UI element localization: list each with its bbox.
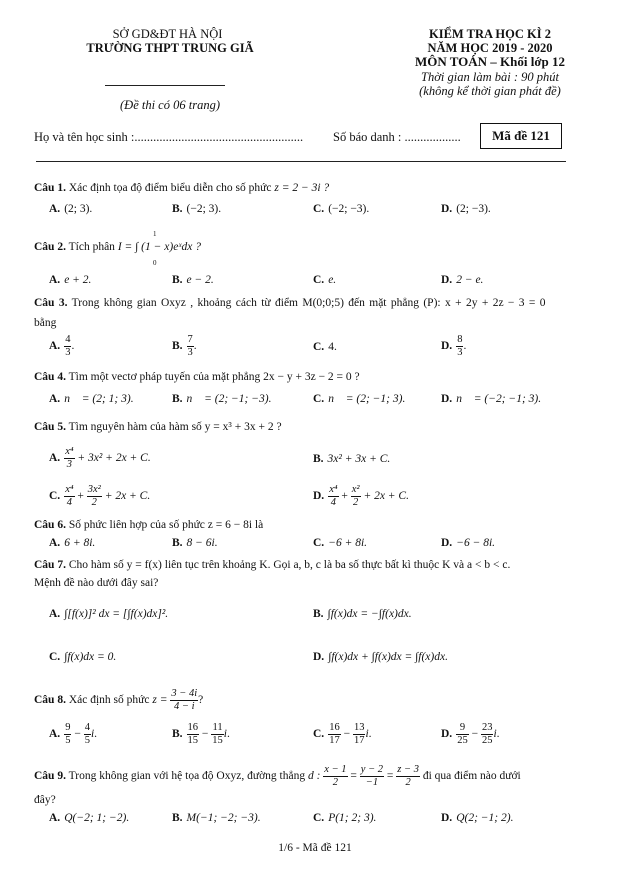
q8-option-b[interactable]: B. $\frac{16}{15}$ − $\frac{11}{15}$ i. bbox=[172, 722, 230, 746]
q6-option-c[interactable]: C. −6 + 8i. bbox=[313, 537, 368, 549]
student-id-label: Số báo danh : .................. bbox=[333, 130, 461, 144]
question-4 bbox=[34, 370, 360, 384]
q5-option-b[interactable]: B. 3x² + 3x + C. bbox=[313, 453, 391, 465]
question-text: Trong không gian Oxyz , khoảng cách từ điểm M(0;0;5) đến mặt phẳng (P): x + 2y + 2z − 3 = 0 bbox=[71, 297, 546, 309]
question-text-cont: Mệnh đề nào dưới đây sai? bbox=[34, 577, 159, 589]
q7-option-c[interactable]: C. ∫f(x)dx = 0. bbox=[49, 651, 117, 663]
q4-option-a[interactable]: A. n⃗ = (2; 1; 3). bbox=[49, 393, 134, 405]
question-text: Xác định tọa độ điểm biểu diễn cho số phức bbox=[68, 182, 272, 194]
question-label: Câu 4. bbox=[34, 371, 66, 383]
question-label: Câu 7. bbox=[34, 559, 66, 571]
q4-option-d[interactable]: D. n⃗ = (−2; −1; 3). bbox=[441, 393, 542, 405]
q2-option-a[interactable]: A. e + 2. bbox=[49, 274, 92, 286]
question-7 bbox=[34, 558, 510, 572]
q1-option-b[interactable]: B. (−2; 3). bbox=[172, 203, 222, 215]
question-1 bbox=[34, 181, 329, 195]
school-name: TRƯỜNG THPT TRUNG GIÃ bbox=[86, 41, 254, 55]
q9-option-a[interactable]: A. Q(−2; 1; −2). bbox=[49, 812, 130, 824]
question-5 bbox=[34, 420, 282, 434]
school-year: NĂM HỌC 2019 - 2020 bbox=[427, 41, 553, 55]
q7-option-a[interactable]: A. ∫[f(x)]² dx = [∫f(x)dx]². bbox=[49, 608, 169, 620]
question-text: Trong không gian với hệ tọa độ Oxyz, đường thẳng bbox=[68, 770, 306, 783]
question-text: Xác định số phức bbox=[68, 694, 150, 707]
question-label: Câu 5. bbox=[34, 421, 66, 433]
question-label: Câu 8. bbox=[34, 694, 66, 707]
q5-option-a[interactable]: A. $\frac{\text{x⁴}}{3}$ + 3x² + 2x + C. bbox=[49, 446, 151, 470]
q2-option-d[interactable]: D. 2 − e. bbox=[441, 274, 484, 286]
question-text: Tích phân bbox=[68, 241, 115, 253]
q1-option-d[interactable]: D. (2; −3). bbox=[441, 203, 491, 215]
q3-option-a[interactable]: A. $\frac{4}{3}$ . bbox=[49, 334, 75, 358]
question-8: Câu 8. Xác định số phức z = $\frac{3 - 4i}{4 - i}$ ? bbox=[34, 688, 204, 712]
q7-option-b[interactable]: B. ∫f(x)dx = −∫f(x)dx. bbox=[313, 608, 412, 620]
q7-option-d[interactable]: D. ∫f(x)dx + ∫f(x)dx = ∫f(x)dx. bbox=[313, 651, 448, 663]
header-underline bbox=[105, 85, 225, 86]
q9-option-b[interactable]: B. M(−1; −2; −3). bbox=[172, 812, 261, 824]
question-9: Câu 9. Trong không gian với hệ tọa độ Oxyz, đường thẳng d : $\frac{x - 1}{2}$ = $\frac{y - 2}{-1}$ = $\frac{z - 3}{2}$ đi qua điểm nào dưới bbox=[34, 764, 521, 788]
question-label: Câu 1. bbox=[34, 182, 66, 194]
pages-note: (Đề thi có 06 trang) bbox=[120, 98, 220, 112]
question-6 bbox=[34, 518, 263, 532]
q2-option-c[interactable]: C. e. bbox=[313, 274, 337, 286]
q6-option-a[interactable]: A. 6 + 8i. bbox=[49, 537, 96, 549]
time-limit: Thời gian làm bài : 90 phút bbox=[421, 70, 559, 84]
integral-lower: 0 bbox=[153, 259, 157, 267]
question-text: Tìm nguyên hàm của hàm số y = x³ + 3x + 2 ? bbox=[68, 421, 282, 433]
q1-option-a[interactable]: A. (2; 3). bbox=[49, 203, 93, 215]
question-label: Câu 9. bbox=[34, 770, 66, 783]
q1-option-c[interactable]: C. (−2; −3). bbox=[313, 203, 370, 215]
question-tail: đi qua điểm nào dưới bbox=[422, 770, 521, 783]
integral-upper: 1 bbox=[153, 230, 157, 238]
q8-option-a[interactable]: A. $\frac{9}{5}$ − $\frac{4}{5}$ i. bbox=[49, 722, 98, 746]
q6-option-d[interactable]: D. −6 − 8i. bbox=[441, 537, 496, 549]
q2-option-b[interactable]: B. e − 2. bbox=[172, 274, 214, 286]
question-text-cont: đây? bbox=[34, 794, 56, 806]
q9-option-c[interactable]: C. P(1; 2; 3). bbox=[313, 812, 377, 824]
question-3 bbox=[34, 296, 546, 310]
q4-option-b[interactable]: B. n⃗ = (2; −1; −3). bbox=[172, 393, 272, 405]
question-text: Số phức liên hợp của số phức z = 6 − 8i là bbox=[68, 519, 264, 531]
question-label: Câu 6. bbox=[34, 519, 66, 531]
q3-option-d[interactable]: D. $\frac{8}{3}$ . bbox=[441, 334, 467, 358]
page-footer: 1/6 - Mã đề 121 bbox=[278, 842, 352, 854]
q5-option-d[interactable]: D. $\frac{\text{x⁴}}{4}$ + $\frac{\text{x²}}{2}$ + 2x + C. bbox=[313, 484, 409, 508]
q3-option-b[interactable]: B. $\frac{7}{3}$ . bbox=[172, 334, 197, 358]
q6-option-b[interactable]: B. 8 − 6i. bbox=[172, 537, 218, 549]
question-label: Câu 3. bbox=[34, 297, 68, 309]
q8-option-c[interactable]: C. $\frac{16}{17}$ − $\frac{13}{17}$ i. bbox=[313, 722, 372, 746]
q5-option-c[interactable]: C. $\frac{\text{x⁴}}{4}$ + $\frac{\text{3x²}}{2}$ + 2x + C. bbox=[49, 484, 151, 508]
q3-option-c[interactable]: C. 4. bbox=[313, 341, 337, 353]
exam-code-box: Mã đề 121 bbox=[480, 123, 562, 149]
question-expr: z = 2 − 3i ? bbox=[274, 182, 330, 194]
q4-option-c[interactable]: C. n⃗ = (2; −1; 3). bbox=[313, 393, 406, 405]
divider bbox=[36, 161, 566, 162]
question-text: Cho hàm số y = f(x) liên tục trên khoảng K. Gọi a, b, c là ba số thực bất kì thuộc K và a < b < c. bbox=[68, 559, 511, 571]
q9-option-d[interactable]: D. Q(2; −1; 2). bbox=[441, 812, 514, 824]
question-label: Câu 2. bbox=[34, 241, 66, 253]
q8-option-d[interactable]: D. $\frac{9}{25}$ − $\frac{23}{25}$ i. bbox=[441, 722, 500, 746]
question-expr: I = ∫ (1 − x)eˣdx ? bbox=[117, 241, 202, 253]
question-2 bbox=[34, 240, 201, 254]
subject: MÔN TOÁN – Khối lớp 12 bbox=[414, 54, 566, 69]
question-text: Tìm một vectơ pháp tuyến của mặt phẳng 2x − y + 3z − 2 = 0 ? bbox=[68, 371, 360, 383]
student-name-label: Họ và tên học sinh :...................................................... bbox=[34, 130, 304, 144]
exam-title: KIỂM TRA HỌC KÌ 2 bbox=[428, 27, 551, 41]
question-text-cont: bằng bbox=[34, 317, 57, 329]
dept-name: SỞ GD&ĐT HÀ NỘI bbox=[112, 27, 223, 41]
time-note: (không kể thời gian phát đề) bbox=[419, 84, 561, 98]
